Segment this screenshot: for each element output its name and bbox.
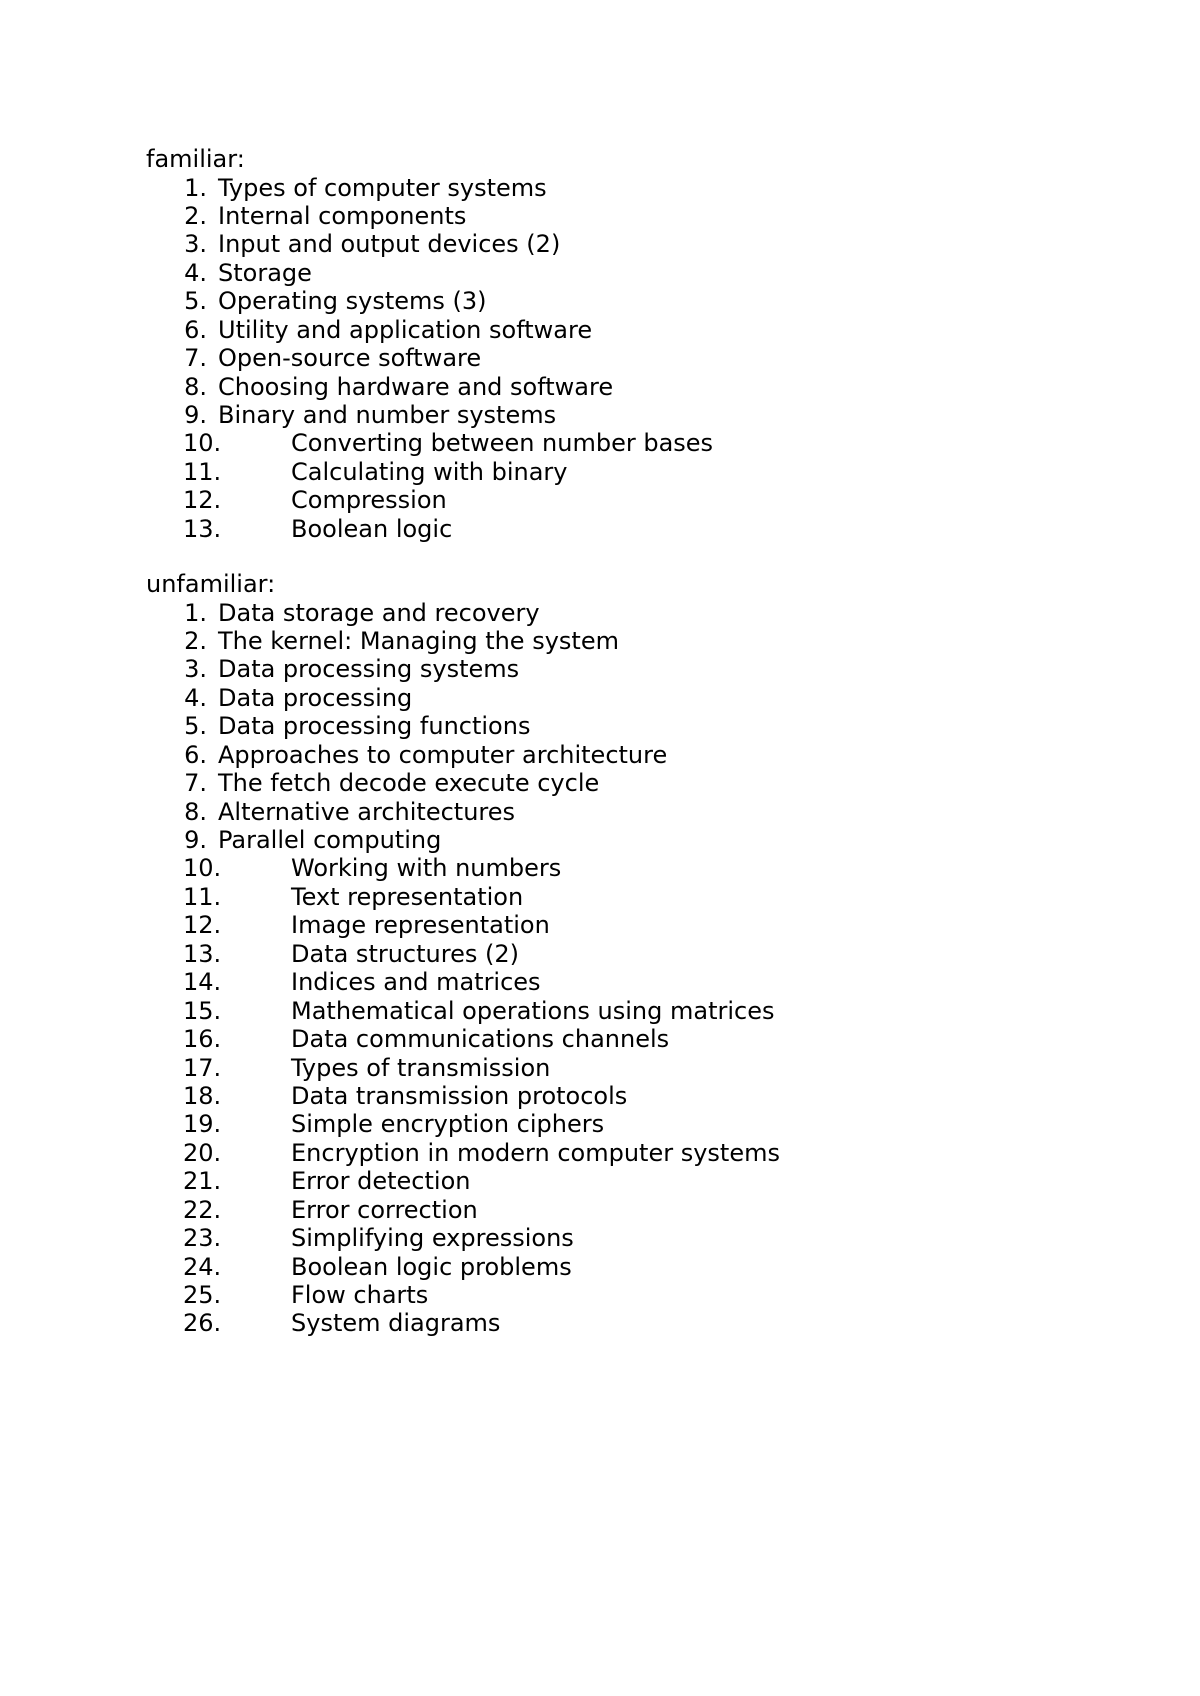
list-item-text: Choosing hardware and software xyxy=(218,372,614,401)
list-item xyxy=(146,1167,1106,1195)
list-item xyxy=(146,1082,1106,1110)
list-item xyxy=(146,486,1106,514)
list-item-number: 21. xyxy=(183,1167,222,1196)
list-item xyxy=(146,655,1106,683)
list-item xyxy=(146,1309,1106,1337)
list-item-text: Data structures (2) xyxy=(291,939,519,968)
list-item-text: The kernel: Managing the system xyxy=(218,626,619,655)
list-item-number: 8. xyxy=(184,372,207,401)
list-item-text: Converting between number bases xyxy=(291,429,714,458)
list-item-text: Approaches to computer architecture xyxy=(218,740,668,769)
list-item-number: 1. xyxy=(184,598,207,627)
list-item-number: 13. xyxy=(183,514,222,543)
list-item-number: 2. xyxy=(184,626,207,655)
list-item-number: 24. xyxy=(183,1252,222,1281)
list-item xyxy=(146,373,1106,401)
unfamiliar-section xyxy=(146,570,1106,1338)
list-item-text: Operating systems (3) xyxy=(218,287,487,316)
familiar-list xyxy=(146,174,1106,544)
list-item xyxy=(146,968,1106,996)
list-item-text: Calculating with binary xyxy=(291,457,568,486)
list-item-number: 4. xyxy=(184,683,207,712)
list-item xyxy=(146,940,1106,968)
list-item xyxy=(146,883,1106,911)
list-item-number: 12. xyxy=(183,911,222,940)
list-item xyxy=(146,1196,1106,1224)
list-item-number: 15. xyxy=(183,996,222,1025)
list-item-number: 17. xyxy=(183,1053,222,1082)
list-item xyxy=(146,599,1106,627)
list-item-number: 8. xyxy=(184,797,207,826)
list-item-text: Mathematical operations using matrices xyxy=(291,996,775,1025)
list-item-number: 7. xyxy=(184,344,207,373)
list-item-text: Flow charts xyxy=(291,1281,429,1309)
list-item-number: 10. xyxy=(183,854,222,883)
list-item xyxy=(146,997,1106,1025)
list-item-number: 12. xyxy=(183,486,222,515)
list-item-text: Error correction xyxy=(291,1195,478,1224)
list-item-number: 18. xyxy=(183,1081,222,1110)
list-item xyxy=(146,712,1106,740)
list-item-text: Data transmission protocols xyxy=(291,1081,628,1110)
list-item-text: Data communications channels xyxy=(291,1025,670,1054)
list-item xyxy=(146,1110,1106,1138)
list-item-number: 5. xyxy=(184,712,207,741)
list-item-text: Types of transmission xyxy=(291,1053,551,1082)
familiar-heading: familiar: xyxy=(146,145,245,173)
list-item-text: Text representation xyxy=(291,882,524,911)
list-item xyxy=(146,316,1106,344)
list-item xyxy=(146,911,1106,939)
list-item-number: 26. xyxy=(183,1309,222,1338)
unfamiliar-list xyxy=(146,599,1106,1338)
list-item-text: Data storage and recovery xyxy=(218,598,540,627)
list-item xyxy=(146,1253,1106,1281)
list-item-text: Alternative architectures xyxy=(218,797,516,826)
list-item-text: The fetch decode execute cycle xyxy=(218,769,600,798)
list-item-text: Indices and matrices xyxy=(291,968,541,997)
unfamiliar-heading: unfamiliar: xyxy=(146,570,276,598)
list-item-number: 3. xyxy=(184,230,207,259)
list-item-number: 25. xyxy=(183,1281,222,1309)
list-item-text: Boolean logic problems xyxy=(291,1252,572,1281)
list-item-text: Types of computer systems xyxy=(218,173,547,202)
list-item xyxy=(146,202,1106,230)
list-item-text: Parallel computing xyxy=(218,826,442,854)
list-item-text: Boolean logic xyxy=(291,514,453,543)
list-item-text: Storage xyxy=(218,258,312,287)
list-item-number: 1. xyxy=(184,173,207,202)
list-item xyxy=(146,684,1106,712)
list-item-number: 19. xyxy=(183,1110,222,1139)
list-item xyxy=(146,429,1106,457)
list-item-text: Working with numbers xyxy=(291,854,562,883)
list-item-text: Input and output devices (2) xyxy=(218,230,561,259)
list-item xyxy=(146,854,1106,882)
list-item xyxy=(146,798,1106,826)
list-item-number: 5. xyxy=(184,287,207,316)
list-item-text: Data processing functions xyxy=(218,712,531,741)
list-item-number: 20. xyxy=(183,1138,222,1167)
list-item-text: System diagrams xyxy=(291,1309,501,1338)
list-item xyxy=(146,287,1106,315)
list-item-number: 22. xyxy=(183,1195,222,1224)
list-item-text: Utility and application software xyxy=(218,315,593,344)
list-item xyxy=(146,1025,1106,1053)
list-item-number: 11. xyxy=(183,882,222,911)
list-item xyxy=(146,1139,1106,1167)
list-item-text: Open-source software xyxy=(218,344,482,373)
list-item xyxy=(146,1224,1106,1252)
list-item xyxy=(146,401,1106,429)
list-item-number: 10. xyxy=(183,429,222,458)
list-item xyxy=(146,826,1106,854)
list-item-text: Simplifying expressions xyxy=(291,1224,574,1253)
list-item-number: 6. xyxy=(184,740,207,769)
list-item-number: 7. xyxy=(184,769,207,798)
list-item-number: 2. xyxy=(184,201,207,230)
list-item-number: 9. xyxy=(184,826,207,854)
list-item-number: 4. xyxy=(184,258,207,287)
list-item-number: 3. xyxy=(184,655,207,684)
list-item-number: 23. xyxy=(183,1224,222,1253)
list-item xyxy=(146,230,1106,258)
list-item-text: Simple encryption ciphers xyxy=(291,1110,605,1139)
list-item-text: Compression xyxy=(291,486,447,515)
list-item-number: 9. xyxy=(184,401,207,429)
list-item-text: Binary and number systems xyxy=(218,401,557,429)
list-item xyxy=(146,458,1106,486)
list-item xyxy=(146,344,1106,372)
list-item-text: Internal components xyxy=(218,201,467,230)
list-item xyxy=(146,769,1106,797)
list-item xyxy=(146,627,1106,655)
list-item xyxy=(146,1054,1106,1082)
list-item-text: Image representation xyxy=(291,911,550,940)
list-item-text: Data processing xyxy=(218,683,413,712)
familiar-section xyxy=(146,145,1106,543)
list-item-text: Data processing systems xyxy=(218,655,520,684)
list-item xyxy=(146,259,1106,287)
list-item-number: 11. xyxy=(183,457,222,486)
list-item xyxy=(146,515,1106,543)
list-item-number: 6. xyxy=(184,315,207,344)
list-item-text: Error detection xyxy=(291,1167,471,1196)
list-item-number: 14. xyxy=(183,968,222,997)
list-item-number: 13. xyxy=(183,939,222,968)
list-item xyxy=(146,741,1106,769)
list-item xyxy=(146,174,1106,202)
list-item-number: 16. xyxy=(183,1025,222,1054)
list-item-text: Encryption in modern computer systems xyxy=(291,1138,780,1167)
list-item xyxy=(146,1281,1106,1309)
